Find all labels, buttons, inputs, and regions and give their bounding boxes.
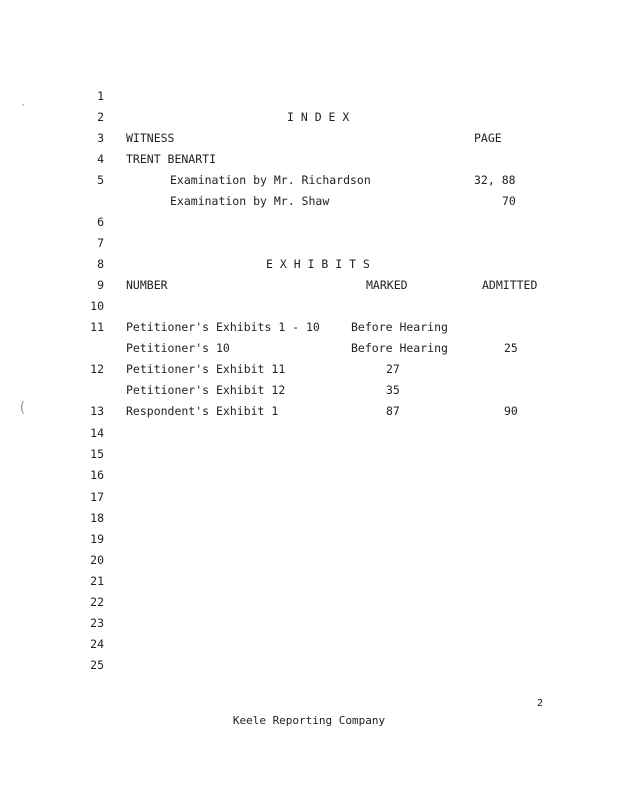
line-number: 5 (97, 173, 104, 187)
exhibit-marked: 27 (386, 362, 400, 376)
margin-mark: · (20, 100, 27, 111)
line-number: 3 (97, 131, 104, 145)
exhibit-admitted: 25 (504, 341, 518, 355)
index-title: I N D E X (287, 110, 350, 124)
line-number: 10 (90, 299, 104, 313)
exhibit-number: Petitioner's Exhibit 12 (126, 383, 286, 397)
line-number: 17 (90, 490, 104, 504)
line-number: 25 (90, 658, 104, 672)
line-number: 7 (97, 236, 104, 250)
line-number: 12 (90, 362, 104, 376)
line-number: 6 (97, 215, 104, 229)
page-header: PAGE (474, 131, 502, 145)
line-number: 19 (90, 532, 104, 546)
exhibit-admitted: 90 (504, 404, 518, 418)
line-number: 16 (90, 468, 104, 482)
exhibit-marked: Before Hearing (351, 341, 448, 355)
line-number: 13 (90, 404, 104, 418)
exhibits-admitted-header: ADMITTED (482, 278, 538, 292)
exhibit-number: Respondent's Exhibit 1 (126, 404, 279, 418)
examination-label: Examination by Mr. Shaw (170, 194, 330, 208)
line-number: 2 (97, 110, 104, 124)
examination-pages: 32, 88 (474, 173, 516, 187)
exhibit-marked: Before Hearing (351, 320, 448, 334)
exhibits-title: E X H I B I T S (266, 257, 370, 271)
line-number: 14 (90, 426, 104, 440)
exhibit-number: Petitioner's 10 (126, 341, 230, 355)
witness-header: WITNESS (126, 131, 175, 145)
line-number: 4 (97, 152, 104, 166)
exhibit-marked: 87 (386, 404, 400, 418)
margin-mark: ( (18, 400, 27, 416)
exhibits-number-header: NUMBER (126, 278, 168, 292)
line-number: 18 (90, 511, 104, 525)
line-number: 8 (97, 257, 104, 271)
line-number: 24 (90, 637, 104, 651)
line-number: 23 (90, 616, 104, 630)
exhibit-number: Petitioner's Exhibits 1 - 10 (126, 320, 320, 334)
line-number: 1 (97, 89, 104, 103)
footer-company: Keele Reporting Company (232, 714, 386, 727)
page-number: 2 (537, 698, 544, 709)
exhibit-marked: 35 (386, 383, 400, 397)
exhibit-number: Petitioner's Exhibit 11 (126, 362, 286, 376)
witness-name: TRENT BENARTI (126, 152, 217, 166)
exhibits-marked-header: MARKED (366, 278, 408, 292)
line-number: 22 (90, 595, 104, 609)
line-number: 21 (90, 574, 104, 588)
examination-pages: 70 (502, 194, 516, 208)
line-number: 15 (90, 447, 104, 461)
line-number: 20 (90, 553, 104, 567)
examination-label: Examination by Mr. Richardson (170, 173, 371, 187)
line-number: 11 (90, 320, 104, 334)
line-number: 9 (97, 278, 104, 292)
